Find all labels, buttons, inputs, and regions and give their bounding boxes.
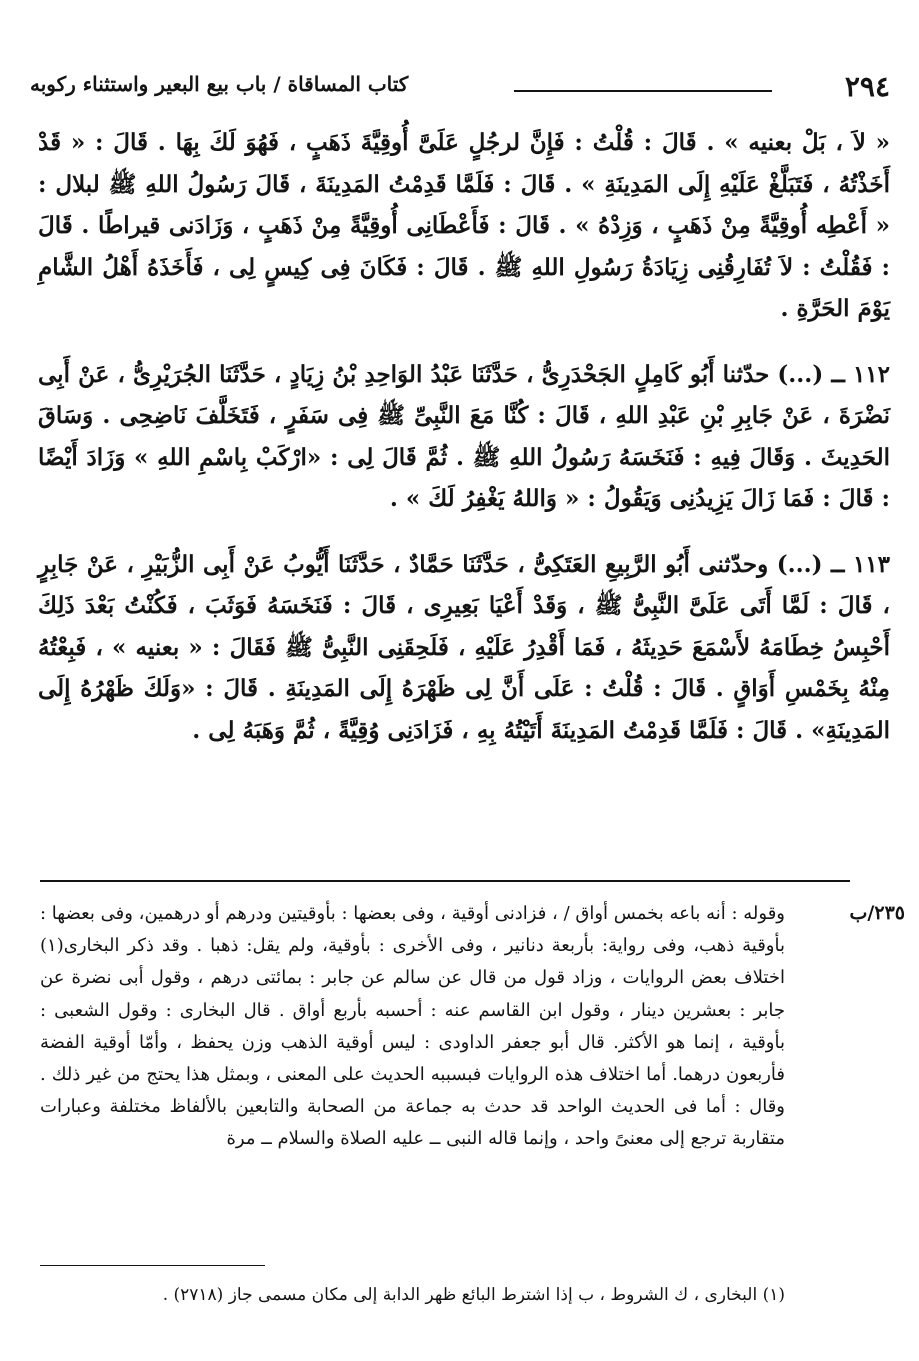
footnote-rule — [40, 1265, 265, 1266]
running-title: كتاب المساقاة / باب بيع البعير واستثناء ركوبه — [30, 72, 409, 96]
hadith-text — [38, 122, 890, 751]
commentary-text: وقوله : أنه باعه بخمس أواق / ، فزادنى أوقية ، وفى بعضها : بأوقيتين ودرهم أو درهمين، وفى بعضها : بأوقية ذهب، وفى رواية: بأربعة دنانير ، وفى الأخرى : بأوقية، ولم يقل: ذهبا . وقد ذكر البخارى(١) اختلاف بعض الروايات ، وزاد قول من قال عن سالم عن جابر : بمائتى درهم ، وقول أبى نضرة عن جابر : بعشرين دينار ، وقول ابن القاسم عنه : أحسبه بأربع أواق . قال البخارى : وقول الشعبى : بأوقية ، إنما هو الأكثر. قال أبو جعفر الداودى : ليس أوقية الذهب وزن يحفظ ، وأمّا أوقية الفضة فأربعون درهما. أما اختلاف هذه الروايات فبسببه الحديث على المعنى ، وبمثل هذا يحتج من غير ذلك . وقال : أما فى الحديث الواحد قد حدث به جماعة من الصحابة والتابعين بالألفاظ مختلفة وعبارات متقاربة ترجع إلى معنىً واحد ، وإنما قاله النبى ــ عليه الصلاة والسلام ــ مرة — [40, 903, 785, 1150]
hadith-paragraph: ١١٢ ــ (...) حدّثنا أَبُو كَامِلٍ الجَحْدَرِىُّ ، حَدَّثَنَا عَبْدُ الوَاحِدِ بْنُ زِيَادٍ ، حَدَّثَنَا الجُرَيْرِىُّ ، عَنْ أَبِى نَضْرَةَ ، عَنْ جَابِرِ بْنِ عَبْدِ اللهِ ، قَالَ : كُنَّا مَعَ النَّبِىِّ ﷺ فِى سَفَرٍ ، فَتَخَلَّفَ نَاضِحِى . وَسَاقَ الحَدِيثَ . وَقَالَ فِيهِ : فَنَخَسَهُ رَسُولُ اللهِ ﷺ . ثُمَّ قَالَ لِى : «ارْكَبْ بِاسْمِ اللهِ » وَزَادَ أَيْضًا : قَالَ : فَمَا زَالَ يَزِيدُنِى وَيَقُولُ : « وَاللهُ يَغْفِرُ لَكَ » . — [38, 360, 890, 512]
page-header — [30, 68, 890, 108]
commentary-separator — [40, 880, 850, 882]
hadith-paragraph: « لاَ ، بَلْ بعنيه » . قَالَ : قُلْتُ : فَإِنَّ لرجُلٍ عَلَىَّ أُوقِيَّةَ ذَهَبٍ ، فَهُوَ لَكَ بِهَا . قَالَ : « قَدْ أَخَذْتُهُ ، فَتَبَلَّغْ عَلَيْهِ إِلَى المَدِينَةِ » . قَالَ : فَلَمَّا قَدِمْتُ المَدِينَةَ ، قَالَ رَسُولُ اللهِ ﷺ لبلال : « أَعْطِه أُوقِيَّةً مِنْ ذَهَبٍ ، وَزِدْهُ » . قَالَ : فَأَعْطَانِى أُوقِيَّةً مِنْ ذَهَبٍ ، وَزَادَنى قيراطًا . قَالَ : فَقُلْتُ : لاَ تُفَارِقُنِى زِيَادَةُ رَسُولِ اللهِ ﷺ . قَالَ : فَكَانَ فِى كِيسٍ لِى ، فَأَخَذَهُ أَهْلُ الشَّامِ يَوْمَ الحَرَّةِ . — [38, 129, 890, 322]
header-rule — [514, 90, 772, 92]
manuscript-folio-ref: ٢٣٥/ب — [849, 902, 905, 924]
hadith-paragraph: ١١٣ ــ (...) وحدّثنى أَبُو الرَّبِيعِ العَتَكِىُّ ، حَدَّثَنَا حَمَّادٌ ، حَدَّثَنَا أَيُّوبُ عَنْ أَبِى الزُّبَيْرِ ، عَنْ جَابِرٍ ، قَالَ : لَمَّا أَتَى عَلَىَّ النَّبِىُّ ﷺ ، وَقَدْ أَعْيَا بَعِيرِى ، قَالَ : فَنَخَسَهُ فَوَثَبَ ، فَكُنْتُ بَعْدَ ذَلِكَ أَحْبِسُ خِطَامَهُ لأَسْمَعَ حَدِيثَهُ ، فَمَا أَقْدِرُ عَلَيْهِ ، فَلَحِقَنِى النَّبِىُّ ﷺ فَقَالَ : « بعنيه » ، فَبِعْتُهُ مِنْهُ بِخَمْسِ أَوَاقٍ . قَالَ : قُلْتُ : عَلَى أَنَّ لِى ظَهْرَهُ إِلَى المَدِينَةِ . قَالَ : «وَلَكَ ظَهْرُهُ إِلَى المَدِينَةِ» . قَالَ : فَلَمَّا قَدِمْتُ المَدِينَةَ أَتَيْتُهُ بِهِ ، فَزَادَنِى وُقِيَّةً ، ثُمَّ وَهَبَهُ لِى . — [38, 550, 890, 744]
footnote: (١) البخارى ، ك الشروط ، ب إذا اشترط البائع ظهر الدابة إلى مكان مسمى جاز (٢٧١٨) . — [162, 1285, 785, 1305]
commentary-section — [40, 898, 785, 1156]
page-number: ٢٩٤ — [844, 70, 890, 103]
